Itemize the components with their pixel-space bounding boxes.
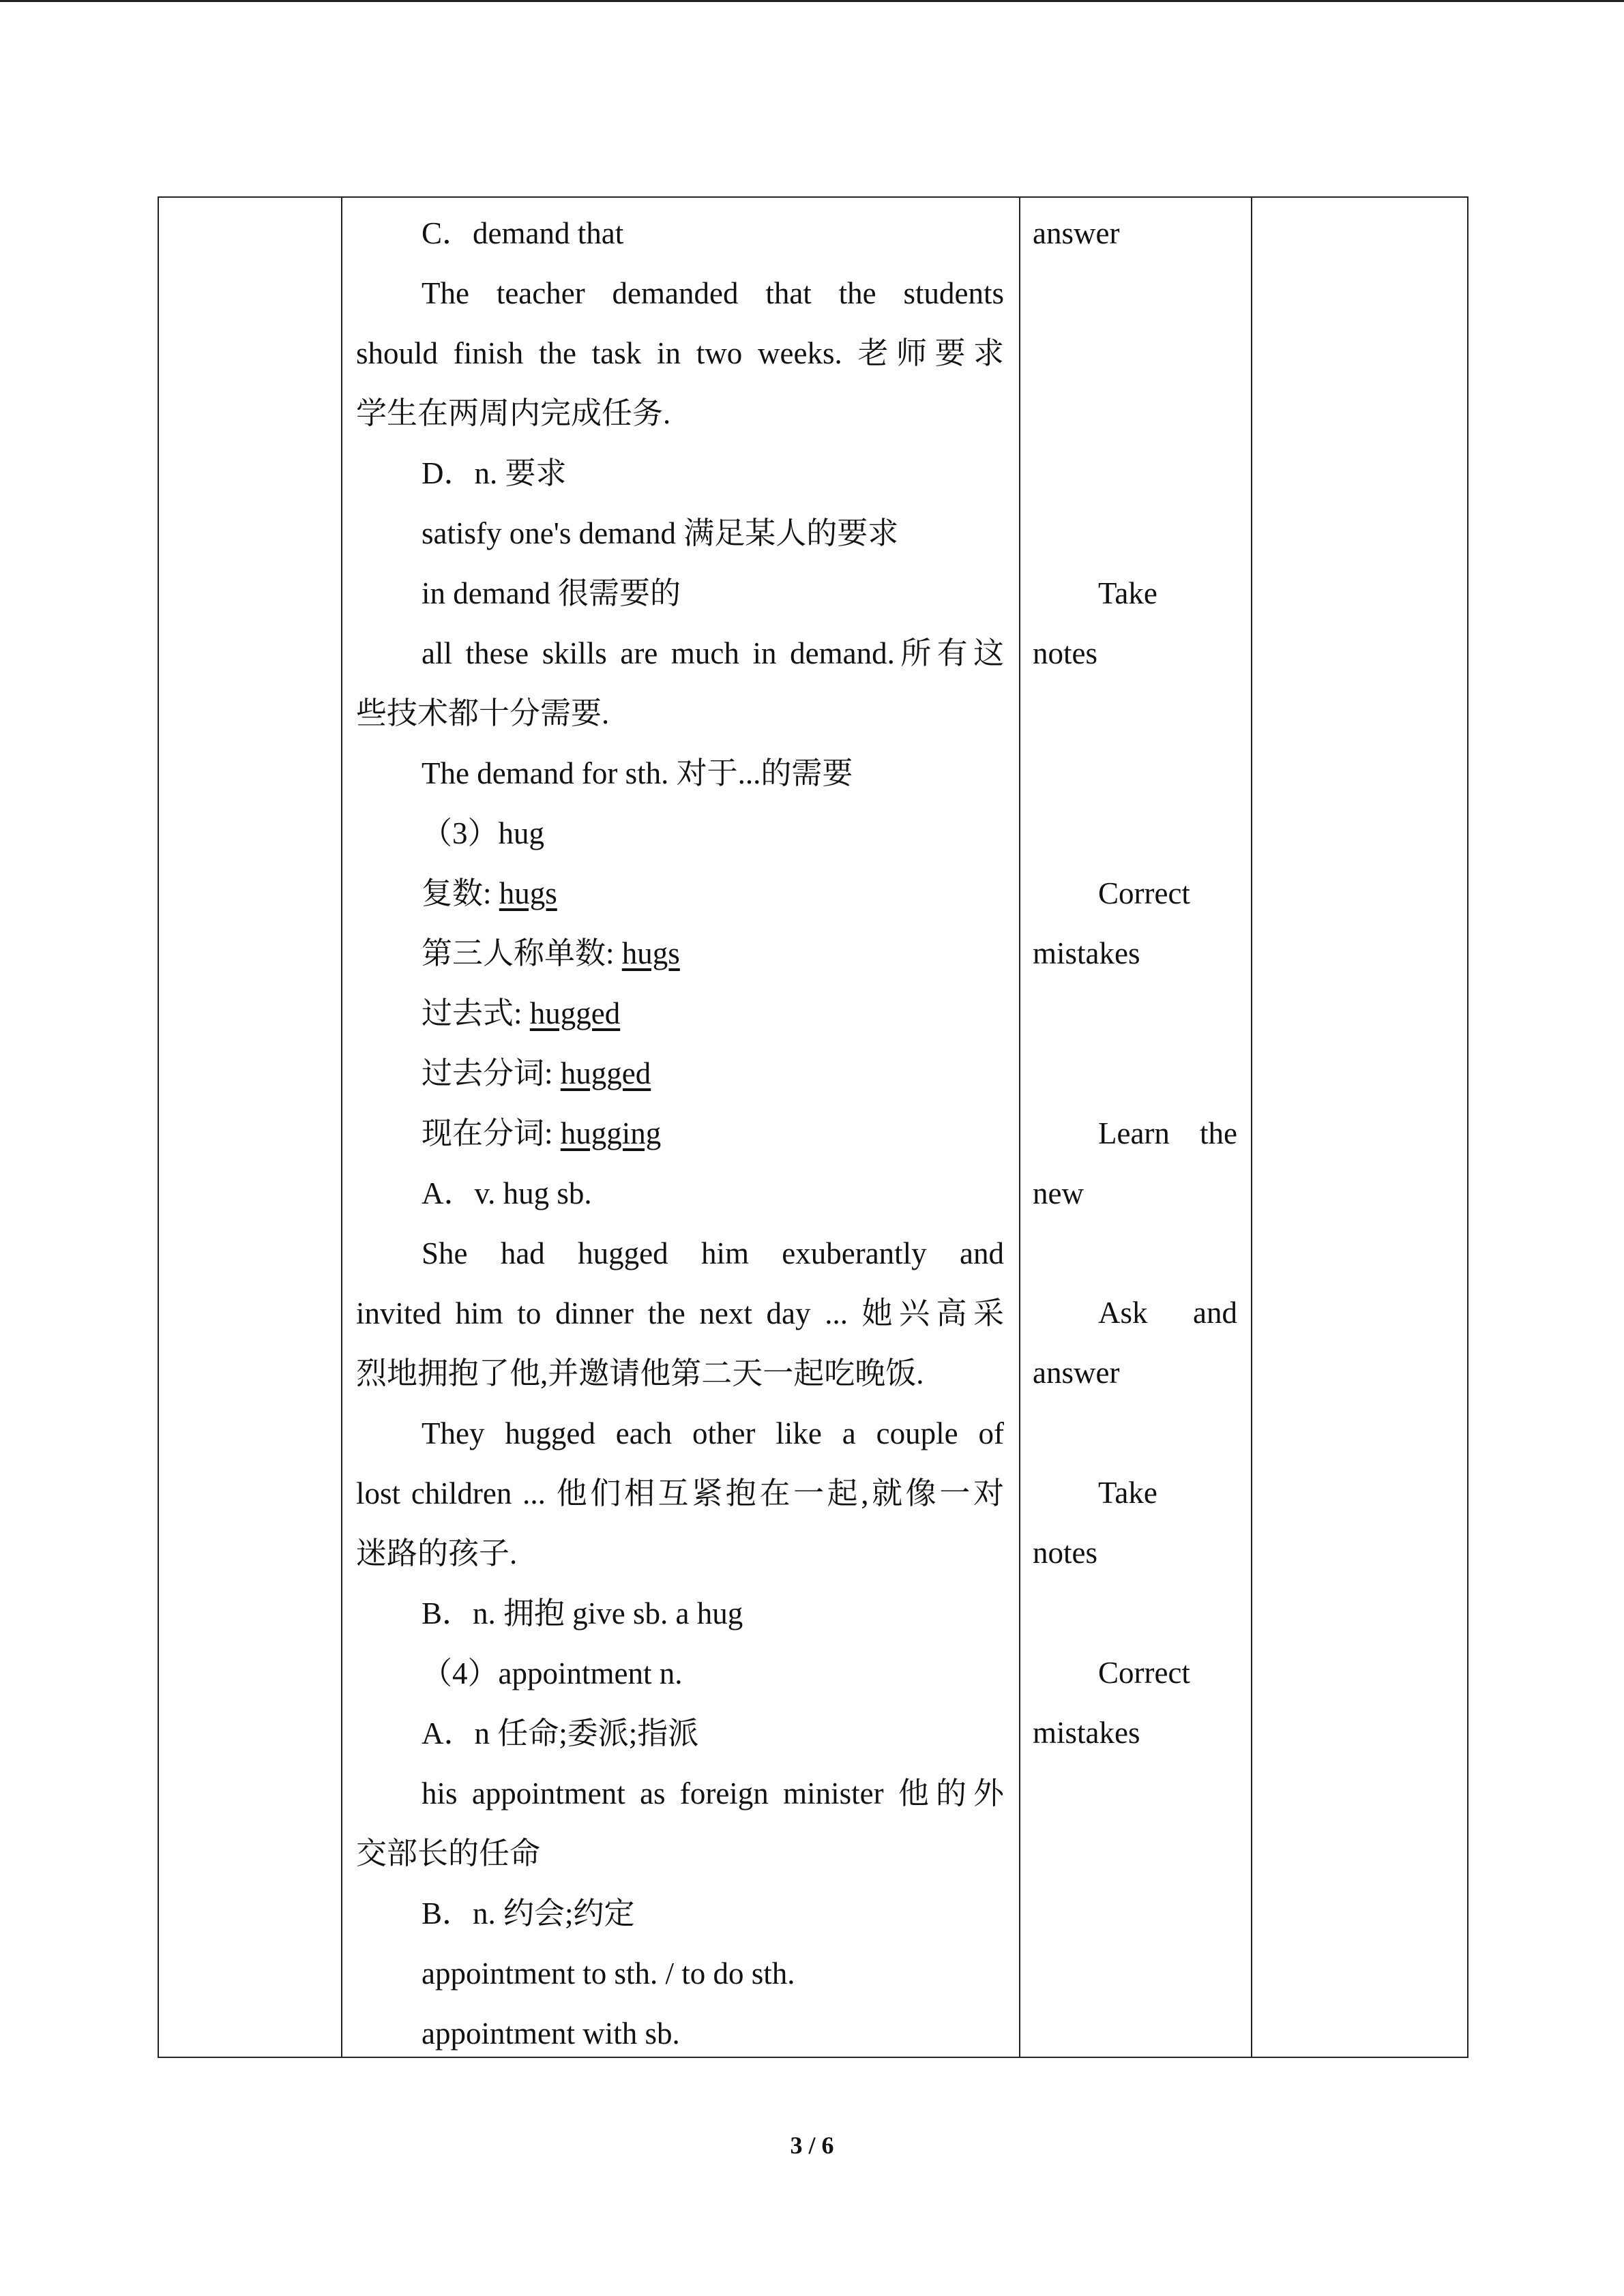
activity-text: answer: [1033, 1356, 1120, 1390]
column-divider: [1019, 198, 1020, 2057]
content-line: They hugged each other like a couple of: [422, 1416, 1004, 1450]
lesson-table: [158, 196, 1468, 2058]
page-number: 3 / 6: [790, 2132, 834, 2159]
form-value: hugged: [560, 1056, 651, 1090]
form-label: 过去分词:: [422, 1056, 561, 1090]
student-activity: [1033, 1283, 1237, 1403]
form-label: 第三人称单数:: [422, 936, 622, 970]
student-activity: [1033, 1643, 1237, 1763]
content-line: A．v. hug sb.: [422, 1176, 592, 1210]
content-line: satisfy one's demand 满足某人的要求: [422, 516, 899, 550]
content-line: invited him to dinner the next day ... 她兴高采: [356, 1296, 1004, 1330]
activity-text: Learn the: [1098, 1116, 1237, 1150]
content-line: his appointment as foreign minister 他的外: [422, 1776, 1004, 1810]
activity-text: Ask and: [1098, 1296, 1237, 1330]
activity-text: notes: [1033, 636, 1097, 670]
activity-text: mistakes: [1033, 936, 1140, 970]
content-line: all these skills are much in demand.所有这: [422, 636, 1004, 670]
activity-text: new: [1033, 1176, 1084, 1210]
activity-text: Correct: [1098, 876, 1190, 910]
student-activity: [1033, 863, 1237, 983]
content-line: lost children ... 他们相互紧抱在一起,就像一对: [356, 1476, 1004, 1510]
content-line: B．n. 拥抱 give sb. a hug: [422, 1596, 743, 1630]
activity-text: Correct: [1098, 1656, 1190, 1690]
teaching-content-column: [356, 203, 1004, 2063]
top-border-line: [0, 0, 1624, 2]
content-line: The teacher demanded that the students: [422, 276, 1004, 310]
column-divider: [1251, 198, 1252, 2057]
hug-form-third-person: [356, 923, 1004, 983]
content-line: 些技术都十分需要.: [356, 696, 610, 730]
activity-text: Take: [1098, 576, 1157, 610]
student-activity: [1033, 1103, 1237, 1223]
hug-form-present-participle: [356, 1103, 1004, 1163]
content-line: 学生在两周内完成任务.: [356, 396, 671, 430]
student-activity: [1033, 203, 1237, 263]
content-line: She had hugged him exuberantly and: [422, 1236, 1004, 1270]
activity-text: notes: [1033, 1536, 1097, 1570]
form-value: hugs: [621, 936, 680, 970]
column-divider: [341, 198, 342, 2057]
form-label: 现在分词:: [422, 1116, 561, 1150]
form-value: hugged: [529, 996, 621, 1030]
form-value: hugging: [560, 1116, 662, 1150]
content-line: appointment with sb.: [422, 2016, 680, 2051]
hug-form-past: [356, 983, 1004, 1043]
section-heading-hug: （3）hug: [422, 816, 545, 850]
form-label: 复数:: [422, 876, 499, 910]
content-line: B．n. 约会;约定: [422, 1896, 635, 1930]
content-line: D．n. 要求: [422, 456, 567, 490]
content-line: 交部长的任命: [356, 1836, 541, 1870]
section-heading-appointment: （4）appointment n.: [422, 1656, 683, 1690]
content-line: C．demand that: [422, 216, 624, 250]
content-line: 迷路的孩子.: [356, 1536, 518, 1570]
content-line: appointment to sth. / to do sth.: [422, 1956, 795, 1991]
content-line: The demand for sth. 对于...的需要: [422, 756, 853, 790]
content-line: 烈地拥抱了他,并邀请他第二天一起吃晚饭.: [356, 1356, 924, 1390]
activity-text: mistakes: [1033, 1716, 1140, 1750]
student-activity: [1033, 563, 1237, 683]
form-label: 过去式:: [422, 996, 530, 1030]
hug-form-past-participle: [356, 1043, 1004, 1103]
student-activity: [1033, 1463, 1237, 1583]
form-value: hugs: [499, 876, 557, 910]
activity-text: Take: [1098, 1476, 1157, 1510]
activity-text: answer: [1033, 216, 1120, 250]
hug-form-plural: [356, 863, 1004, 923]
content-line: should finish the task in two weeks. 老师要求: [356, 336, 1004, 370]
content-line: A．n 任命;委派;指派: [422, 1716, 699, 1750]
content-line: in demand 很需要的: [422, 576, 681, 610]
